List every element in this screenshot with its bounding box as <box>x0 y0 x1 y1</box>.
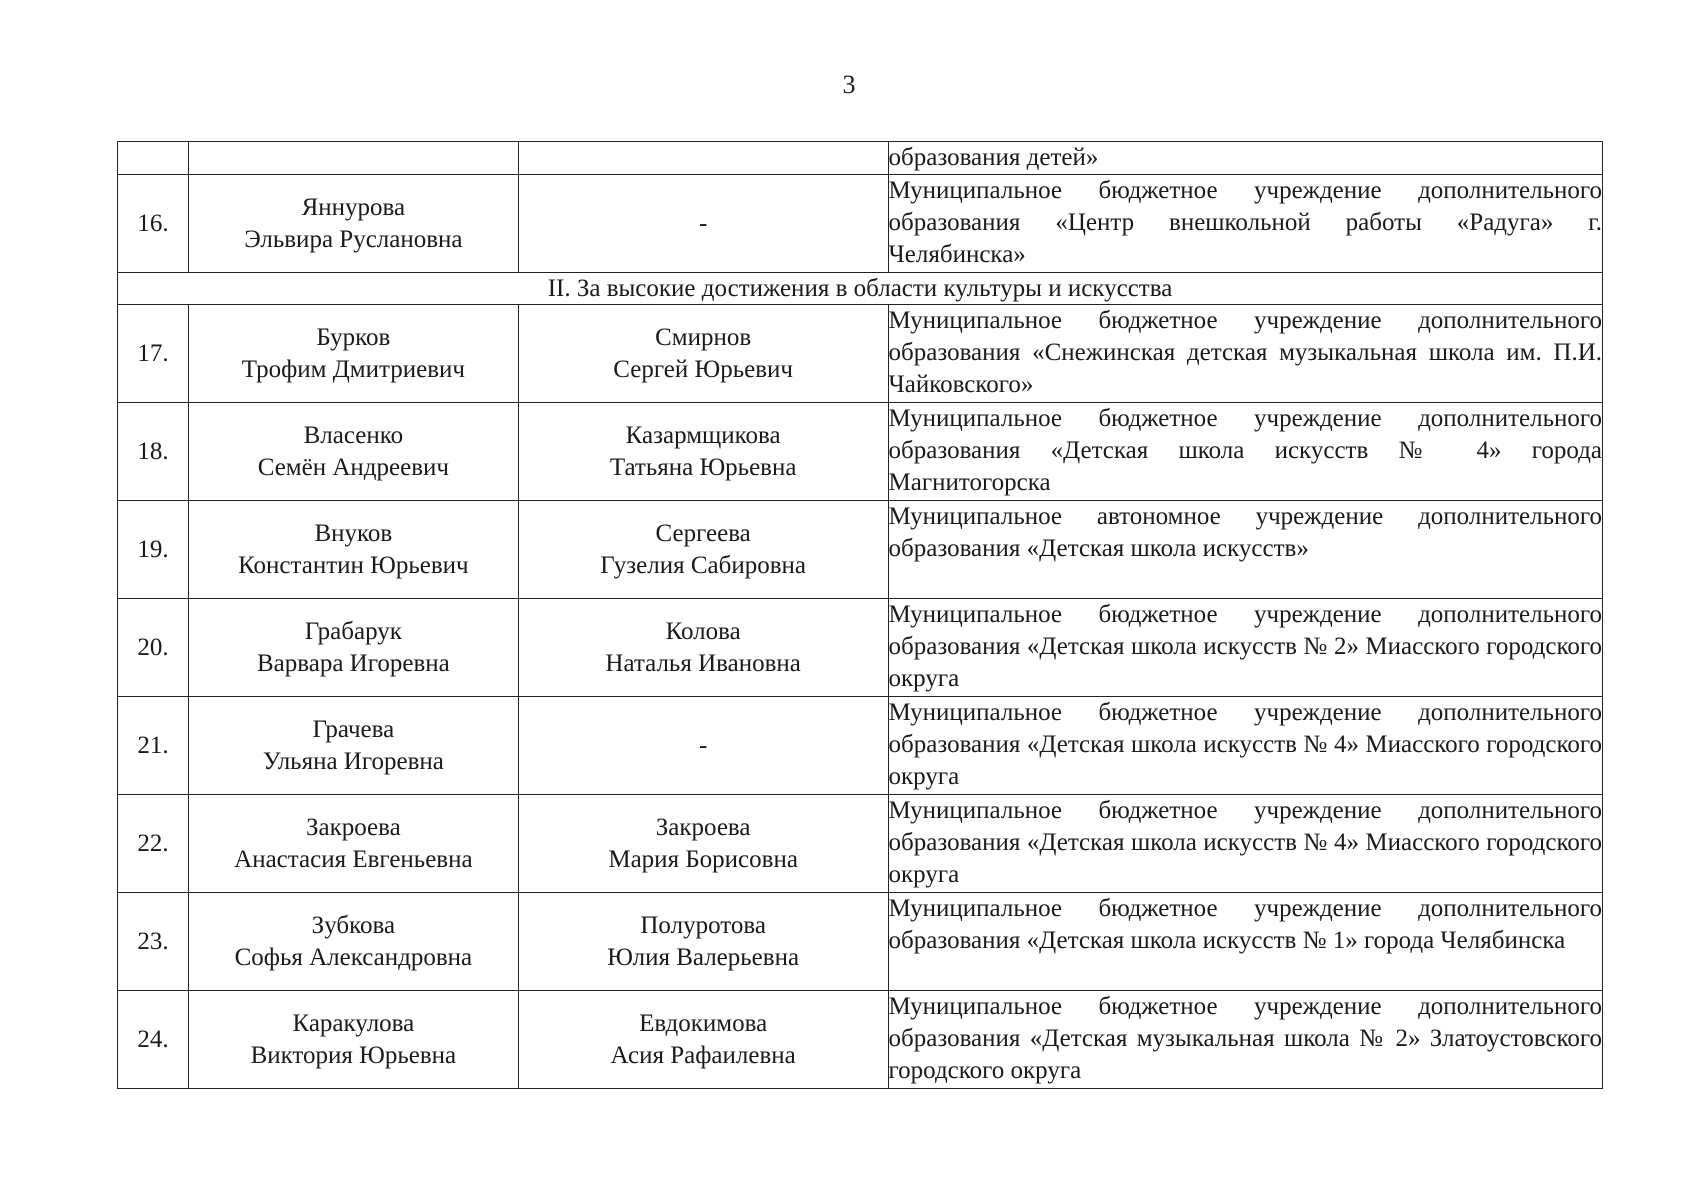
cell-mentor <box>518 142 888 175</box>
awardee-name: Закроева Анастасия Евгеньевна <box>188 795 518 893</box>
awardee-name: Бурков Трофим Дмитриевич <box>188 305 518 403</box>
table-row-continuation <box>118 142 1603 175</box>
row-number: 21. <box>118 697 189 795</box>
cell-org: образования детей» <box>888 142 1602 175</box>
row-number: 24. <box>118 991 189 1089</box>
row-number: 20. <box>118 599 189 697</box>
table-row <box>118 501 1603 599</box>
table-row <box>118 305 1603 403</box>
row-number: 17. <box>118 305 189 403</box>
row-number: 19. <box>118 501 189 599</box>
mentor-name: Смирнов Сергей Юрьевич <box>518 305 888 403</box>
awardee-name: Грачева Ульяна Игоревна <box>188 697 518 795</box>
organization-name: Муниципальное бюджетное учреждение дополнительного образования «Детская школа искусств № 4» Миасского городского округа <box>888 697 1602 795</box>
organization-name: Муниципальное бюджетное учреждение дополнительного образования «Центр внешкольной работы «Радуга» г. Челябинска» <box>888 175 1602 273</box>
cell-num <box>118 142 189 175</box>
awardee-name: Яннурова Эльвира Руслановна <box>188 175 518 273</box>
table-row <box>118 991 1603 1089</box>
table-row <box>118 893 1603 991</box>
awardee-name: Каракулова Виктория Юрьевна <box>188 991 518 1089</box>
row-number: 18. <box>118 403 189 501</box>
awards-table <box>117 141 1603 1089</box>
awardee-name: Грабарук Варвара Игоревна <box>188 599 518 697</box>
table-row <box>118 175 1603 273</box>
section-title: II. За высокие достижения в области культуры и искусства <box>118 273 1603 305</box>
awardee-name: Зубкова Софья Александровна <box>188 893 518 991</box>
row-number: 16. <box>118 175 189 273</box>
mentor-name: Казармщикова Татьяна Юрьевна <box>518 403 888 501</box>
page-number: 3 <box>842 70 856 99</box>
organization-name: Муниципальное автономное учреждение дополнительного образования «Детская школа искусств» <box>888 501 1602 599</box>
awardee-name: Власенко Семён Андреевич <box>188 403 518 501</box>
mentor-name: Колова Наталья Ивановна <box>518 599 888 697</box>
organization-name: Муниципальное бюджетное учреждение дополнительного образования «Детская музыкальная школа № 2» Златоустовского городского округа <box>888 991 1602 1089</box>
mentor-name: Сергеева Гузелия Сабировна <box>518 501 888 599</box>
row-number: 23. <box>118 893 189 991</box>
table-row <box>118 697 1603 795</box>
section-header-row <box>118 273 1603 305</box>
mentor-name: - <box>518 175 888 273</box>
cell-name <box>188 142 518 175</box>
awardee-name: Внуков Константин Юрьевич <box>188 501 518 599</box>
organization-name: Муниципальное бюджетное учреждение дополнительного образования «Детская школа искусств № 2» Миасского городского округа <box>888 599 1602 697</box>
table-row <box>118 599 1603 697</box>
table-row <box>118 795 1603 893</box>
mentor-name: Евдокимова Асия Рафаилевна <box>518 991 888 1089</box>
organization-name: Муниципальное бюджетное учреждение дополнительного образования «Детская школа искусств № 1» города Челябинска <box>888 893 1602 991</box>
mentor-name: - <box>518 697 888 795</box>
mentor-name: Полуротова Юлия Валерьевна <box>518 893 888 991</box>
row-number: 22. <box>118 795 189 893</box>
mentor-name: Закроева Мария Борисовна <box>518 795 888 893</box>
table-row <box>118 403 1603 501</box>
organization-name: Муниципальное бюджетное учреждение дополнительного образования «Детская школа искусств № 4» Миасского городского округа <box>888 795 1602 893</box>
organization-name: Муниципальное бюджетное учреждение дополнительного образования «Снежинская детская музыкальная школа им. П.И. Чайковского» <box>888 305 1602 403</box>
organization-name: Муниципальное бюджетное учреждение дополнительного образования «Детская школа искусств № 4» города Магнитогорска <box>888 403 1602 501</box>
